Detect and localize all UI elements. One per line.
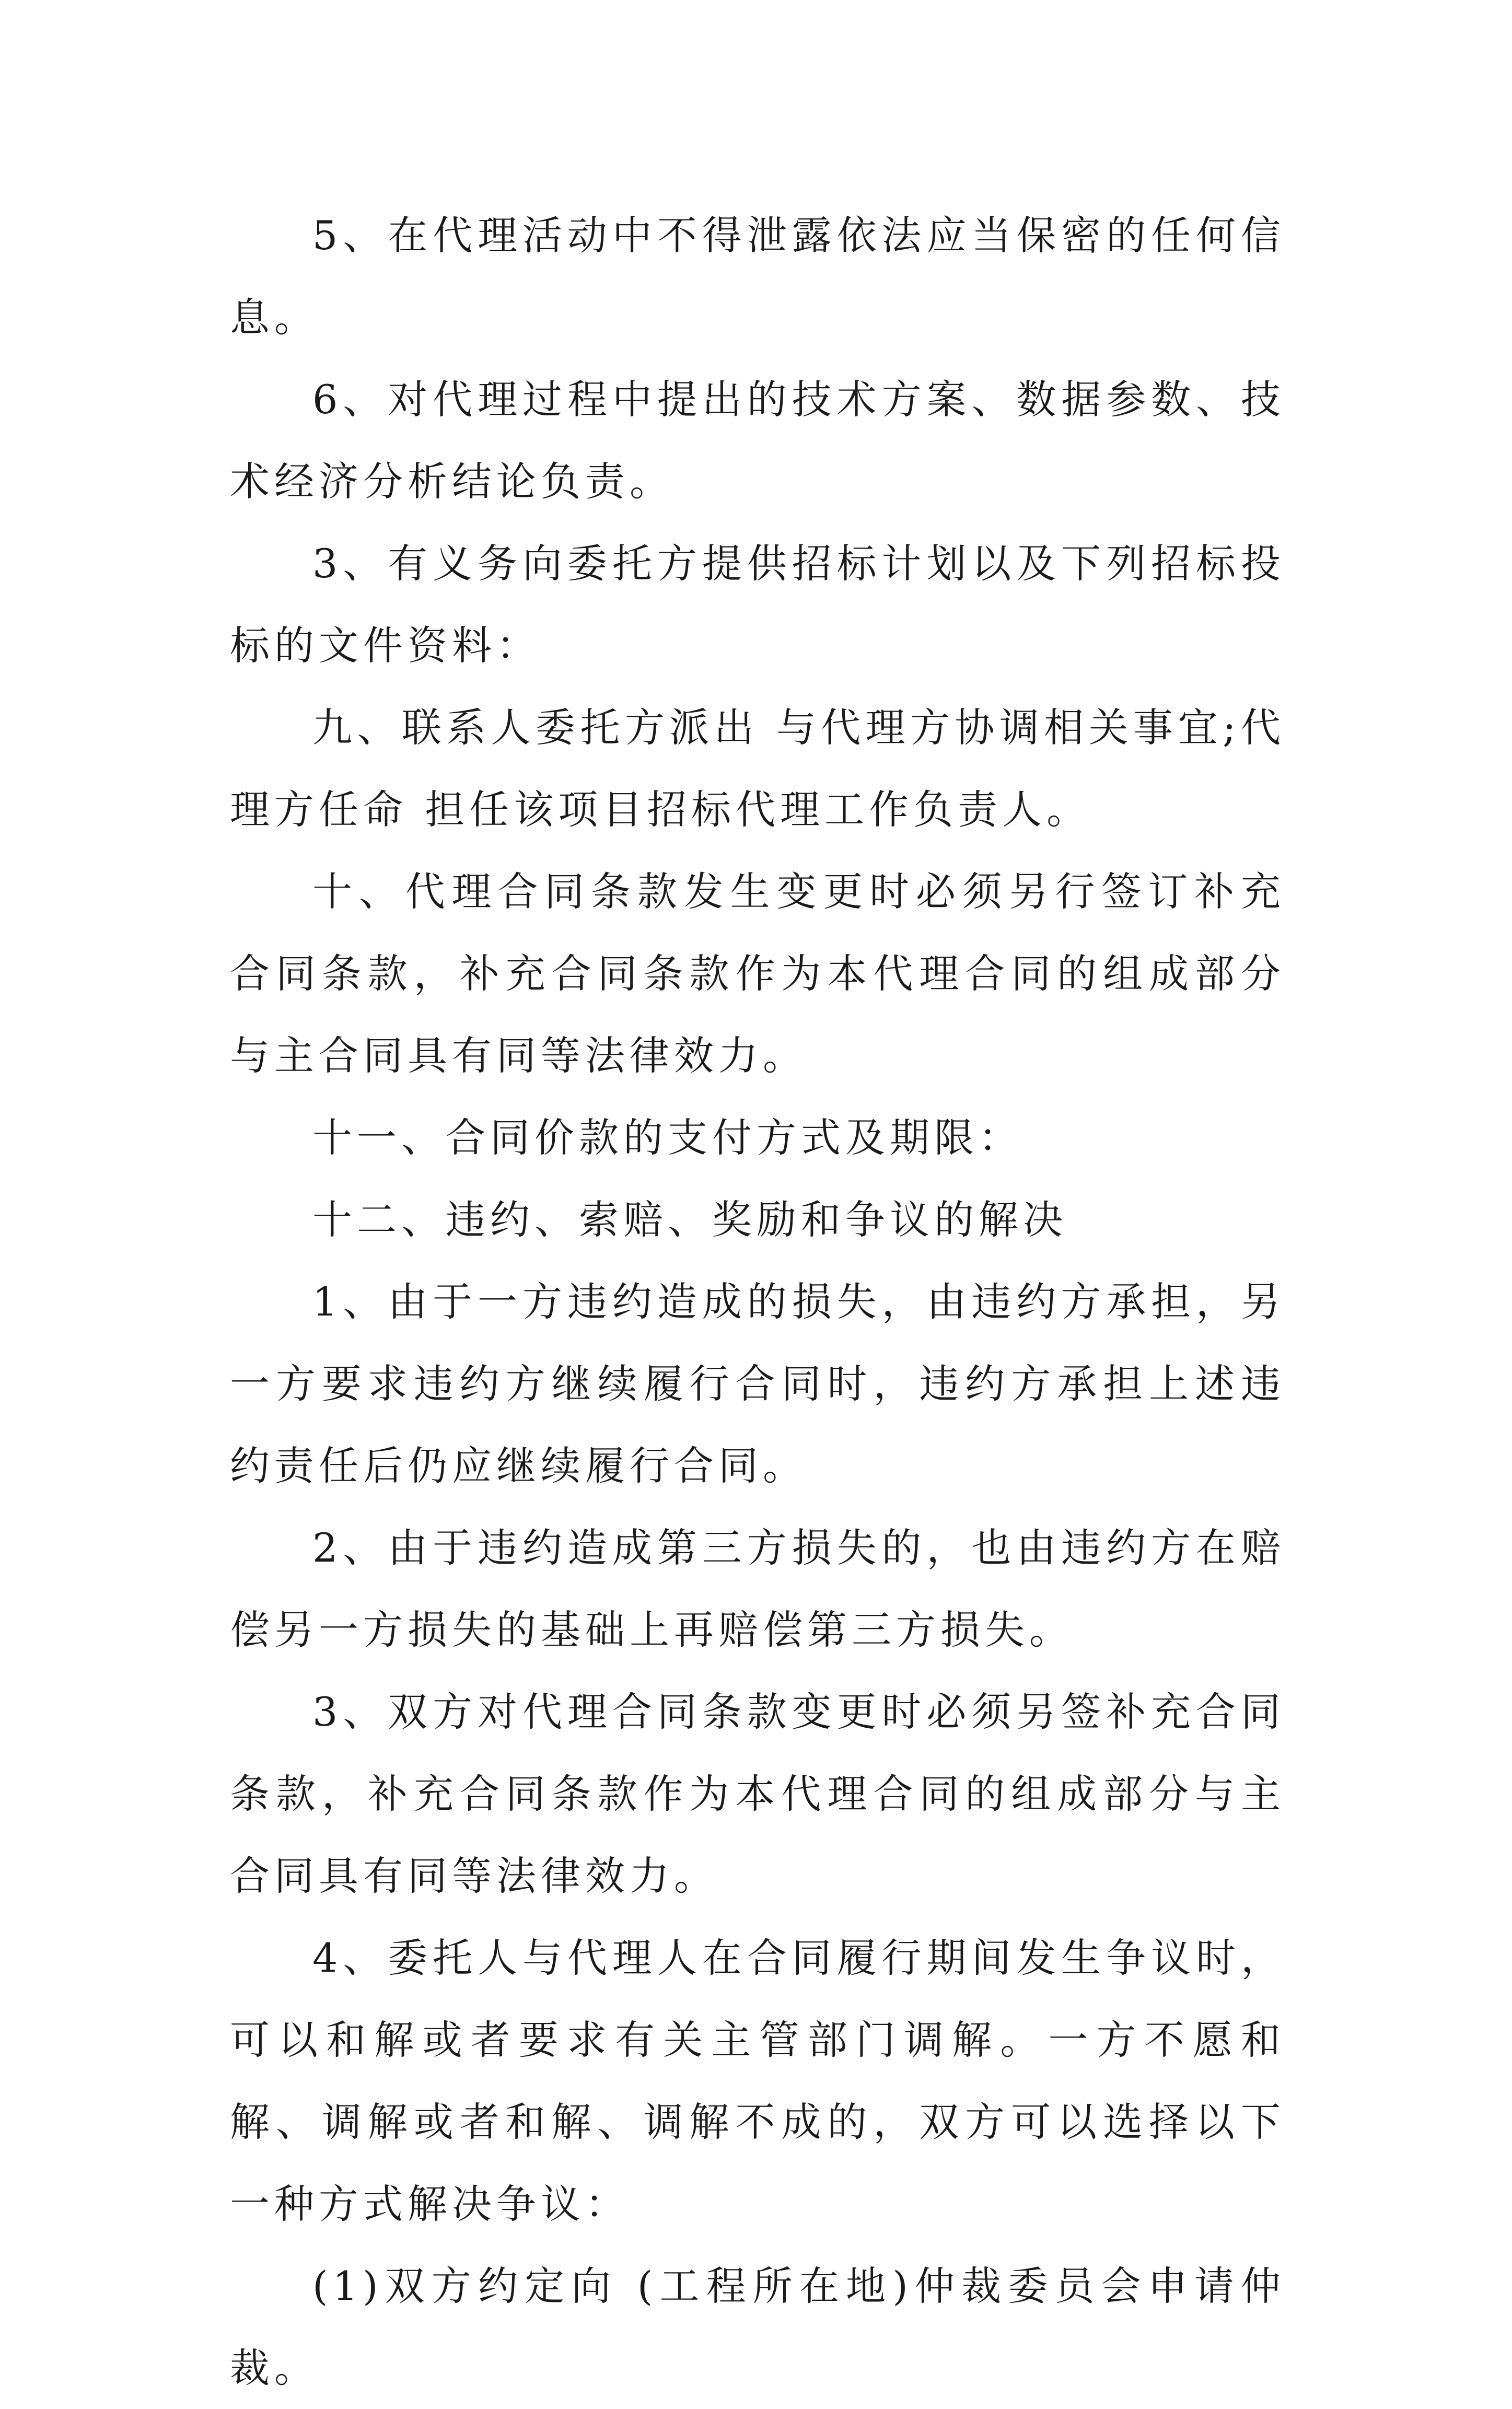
paragraph-section-9-contacts: 九、联系人委托方派出 与代理方协调相关事宜;代理方任命 担任该项目招标代理工作负责人。: [230, 704, 1285, 833]
paragraph-section-10-amendments: 十、代理合同条款发生变更时必须另行签订补充合同条款，补充合同条款作为本代理合同的组成部分与主合同具有同等法律效力。: [230, 868, 1285, 1079]
paragraph-section-11-payment: 十一、合同价款的支付方式及期限：: [312, 1114, 1023, 1161]
paragraph-item-1-breach-loss: 1、由于一方违约造成的损失，由违约方承担，另一方要求违约方继续履行合同时，违约方承担上述违约责任后仍应继续履行合同。: [230, 1278, 1285, 1489]
paragraph-section-12-heading: 十二、违约、索赔、奖励和争议的解决: [312, 1196, 1067, 1243]
paragraph-item-3-supplementary-terms: 3、双方对代理合同条款变更时必须另签补充合同条款，补充合同条款作为本代理合同的组成部分与主合同具有同等法律效力。: [230, 1689, 1285, 1899]
paragraph-item-5-confidentiality: 5、在代理活动中不得泄露依法应当保密的任何信息。: [230, 212, 1285, 341]
document-body: [230, 194, 1285, 2409]
paragraph-item-arbitration: (1)双方约定向 (工程所在地)仲裁委员会申请仲裁。: [230, 2263, 1285, 2391]
paragraph-item-3-provide-documents: 3、有义务向委托方提供招标计划以及下列招标投标的文件资料：: [230, 540, 1285, 669]
paragraph-item-6-technical-responsibility: 6、对代理过程中提出的技术方案、数据参数、技术经济分析结论负责。: [230, 376, 1285, 505]
paragraph-item-4-dispute-resolution: 4、委托人与代理人在合同履行期间发生争议时，可以和解或者要求有关主管部门调解。一方不愿和解、调解或者和解、调解不成的，双方可以选择以下一种方式解决争议：: [230, 1935, 1285, 2227]
paragraph-item-2-third-party-loss: 2、由于违约造成第三方损失的，也由违约方在赔偿另一方损失的基础上再赔偿第三方损失。: [230, 1524, 1285, 1653]
